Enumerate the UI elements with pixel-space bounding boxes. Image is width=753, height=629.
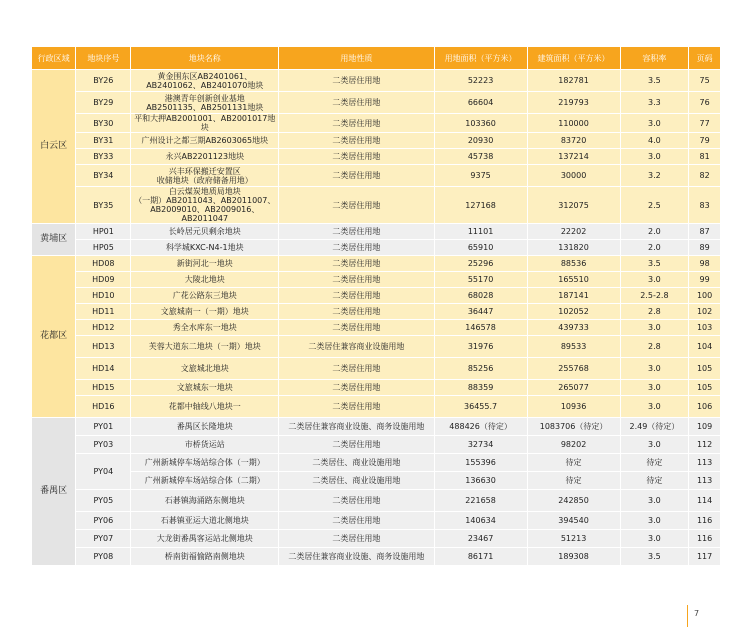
- page-cell: 83: [689, 187, 721, 224]
- parcel-id-cell: PY07: [76, 530, 131, 548]
- table-row: [32, 256, 721, 272]
- parcel-name-cell: 花都中轴线八地块一: [131, 396, 279, 418]
- parcel-name-cell: 番禺区长隆地块: [131, 418, 279, 436]
- plot-ratio-cell: 待定: [620, 454, 689, 472]
- parcel-name-cell: 新街河北一地块: [131, 256, 279, 272]
- parcel-id-cell: HP05: [76, 240, 131, 256]
- table-row: [32, 165, 721, 187]
- header-land-use: 用地性质: [279, 47, 434, 70]
- parcel-id-cell: HD11: [76, 304, 131, 320]
- plot-ratio-cell: 2.5-2.8: [620, 288, 689, 304]
- floor-area-cell: 83720: [527, 133, 620, 149]
- land-area-cell: 36455.7: [434, 396, 527, 418]
- parcel-id-cell: HD10: [76, 288, 131, 304]
- land-area-cell: 488426（待定）: [434, 418, 527, 436]
- land-area-cell: 140634: [434, 512, 527, 530]
- floor-area-cell: 22202: [527, 224, 620, 240]
- land-use-cell: 二类居住用地: [279, 92, 434, 114]
- parcel-id-cell: PY04: [76, 454, 131, 490]
- land-area-cell: 9375: [434, 165, 527, 187]
- table-row: [32, 358, 721, 380]
- land-use-cell: 二类居住、商业设施用地: [279, 472, 434, 490]
- header-plot-ratio: 容积率: [620, 47, 689, 70]
- page-cell: 113: [689, 472, 721, 490]
- land-use-cell: 二类居住用地: [279, 490, 434, 512]
- floor-area-cell: 待定: [527, 454, 620, 472]
- district-group: [32, 224, 721, 256]
- page-cell: 105: [689, 358, 721, 380]
- plot-ratio-cell: 3.0: [620, 490, 689, 512]
- land-use-cell: 二类居住用地: [279, 224, 434, 240]
- plot-ratio-cell: 待定: [620, 472, 689, 490]
- table-row: [32, 548, 721, 566]
- land-area-cell: 155396: [434, 454, 527, 472]
- land-use-cell: 二类居住用地: [279, 380, 434, 396]
- district-cell: 花都区: [32, 256, 76, 418]
- land-area-cell: 65910: [434, 240, 527, 256]
- page-cell: 100: [689, 288, 721, 304]
- table-row: [32, 304, 721, 320]
- page-cell: 82: [689, 165, 721, 187]
- page-cell: 105: [689, 380, 721, 396]
- land-area-cell: 221658: [434, 490, 527, 512]
- parcel-id-cell: HD08: [76, 256, 131, 272]
- district-cell: 黄埔区: [32, 224, 76, 256]
- parcel-name-cell: 广花公路东三地块: [131, 288, 279, 304]
- land-area-cell: 25296: [434, 256, 527, 272]
- header-page: 页码: [689, 47, 721, 70]
- parcel-name-cell: 广州新城停车场站综合体（二期）: [131, 472, 279, 490]
- land-use-cell: 二类居住用地: [279, 256, 434, 272]
- parcel-id-cell: HP01: [76, 224, 131, 240]
- page-cell: 89: [689, 240, 721, 256]
- page-cell: 117: [689, 548, 721, 566]
- parcel-id-cell: BY29: [76, 92, 131, 114]
- land-use-cell: 二类居住用地: [279, 320, 434, 336]
- plot-ratio-cell: 3.0: [620, 320, 689, 336]
- parcel-id-cell: BY31: [76, 133, 131, 149]
- parcel-name-cell: 港澳青年创新创业基地 AB2501135、AB2501131地块: [131, 92, 279, 114]
- table-row: [32, 149, 721, 165]
- district-group: [32, 418, 721, 566]
- land-use-cell: 二类居住用地: [279, 436, 434, 454]
- land-use-cell: 二类居住用地: [279, 240, 434, 256]
- parcel-id-cell: PY01: [76, 418, 131, 436]
- page-cell: 116: [689, 530, 721, 548]
- land-use-cell: 二类居住用地: [279, 70, 434, 92]
- page-cell: 102: [689, 304, 721, 320]
- page-cell: 77: [689, 114, 721, 133]
- land-area-cell: 52223: [434, 70, 527, 92]
- table-row: [32, 288, 721, 304]
- table-row: [32, 187, 721, 224]
- table-row: [32, 454, 721, 472]
- floor-area-cell: 219793: [527, 92, 620, 114]
- parcel-name-cell: 长岭居元贝剩余地块: [131, 224, 279, 240]
- page-number-rule: [687, 605, 688, 627]
- floor-area-cell: 182781: [527, 70, 620, 92]
- page-cell: 99: [689, 272, 721, 288]
- page-cell: 103: [689, 320, 721, 336]
- plot-ratio-cell: 3.0: [620, 512, 689, 530]
- table-row: [32, 380, 721, 396]
- table-row: [32, 530, 721, 548]
- plot-ratio-cell: 3.0: [620, 358, 689, 380]
- floor-area-cell: 165510: [527, 272, 620, 288]
- parcel-id-cell: BY30: [76, 114, 131, 133]
- plot-ratio-cell: 2.8: [620, 336, 689, 358]
- page-cell: 75: [689, 70, 721, 92]
- land-use-cell: 二类居住兼容商业设施用地: [279, 336, 434, 358]
- floor-area-cell: 187141: [527, 288, 620, 304]
- floor-area-cell: 439733: [527, 320, 620, 336]
- land-use-cell: 二类居住用地: [279, 288, 434, 304]
- floor-area-cell: 51213: [527, 530, 620, 548]
- floor-area-cell: 242850: [527, 490, 620, 512]
- page-cell: 104: [689, 336, 721, 358]
- parcel-id-cell: PY03: [76, 436, 131, 454]
- plot-ratio-cell: 3.0: [620, 114, 689, 133]
- land-use-cell: 二类居住用地: [279, 396, 434, 418]
- parcel-name-cell: 大龙街番禺客运站北侧地块: [131, 530, 279, 548]
- floor-area-cell: 88536: [527, 256, 620, 272]
- floor-area-cell: 265077: [527, 380, 620, 396]
- parcel-id-cell: PY06: [76, 512, 131, 530]
- page-cell: 113: [689, 454, 721, 472]
- plot-ratio-cell: 3.0: [620, 436, 689, 454]
- parcel-name-cell: 文旅城东一地块: [131, 380, 279, 396]
- land-use-cell: 二类居住兼容商业设施、商务设施用地: [279, 418, 434, 436]
- floor-area-cell: 312075: [527, 187, 620, 224]
- header-floor-area: 建筑面积（平方米）: [527, 47, 620, 70]
- floor-area-cell: 110000: [527, 114, 620, 133]
- parcel-name-cell: 桥南街福愉路南侧地块: [131, 548, 279, 566]
- header-parcel-id: 地块序号: [76, 47, 131, 70]
- land-parcel-table: [31, 46, 721, 566]
- header-land-area: 用地面积（平方米）: [434, 47, 527, 70]
- floor-area-cell: 98202: [527, 436, 620, 454]
- plot-ratio-cell: 3.0: [620, 530, 689, 548]
- parcel-id-cell: BY35: [76, 187, 131, 224]
- land-use-cell: 二类居住兼容商业设施、商务设施用地: [279, 548, 434, 566]
- land-area-cell: 36447: [434, 304, 527, 320]
- land-area-cell: 146578: [434, 320, 527, 336]
- floor-area-cell: 137214: [527, 149, 620, 165]
- parcel-id-cell: HD13: [76, 336, 131, 358]
- floor-area-cell: 255768: [527, 358, 620, 380]
- land-use-cell: 二类居住用地: [279, 358, 434, 380]
- page-cell: 79: [689, 133, 721, 149]
- plot-ratio-cell: 2.8: [620, 304, 689, 320]
- parcel-name-cell: 石碁镇海涌路东侧地块: [131, 490, 279, 512]
- land-use-cell: 二类居住用地: [279, 512, 434, 530]
- floor-area-cell: 10936: [527, 396, 620, 418]
- parcel-id-cell: HD16: [76, 396, 131, 418]
- plot-ratio-cell: 3.3: [620, 92, 689, 114]
- page-cell: 109: [689, 418, 721, 436]
- district-cell: 番禺区: [32, 418, 76, 566]
- parcel-name-cell: 科学城KXC-N4-1地块: [131, 240, 279, 256]
- land-use-cell: 二类居住、商业设施用地: [279, 454, 434, 472]
- land-area-cell: 136630: [434, 472, 527, 490]
- parcel-id-cell: HD14: [76, 358, 131, 380]
- land-area-cell: 31976: [434, 336, 527, 358]
- page-number: 7: [694, 609, 700, 618]
- floor-area-cell: 89533: [527, 336, 620, 358]
- floor-area-cell: 30000: [527, 165, 620, 187]
- district-group: [32, 70, 721, 224]
- land-area-cell: 88359: [434, 380, 527, 396]
- land-use-cell: 二类居住用地: [279, 530, 434, 548]
- page-cell: 112: [689, 436, 721, 454]
- parcel-id-cell: BY26: [76, 70, 131, 92]
- page-cell: 76: [689, 92, 721, 114]
- parcel-name-cell: 石碁镇亚运大道北侧地块: [131, 512, 279, 530]
- land-area-cell: 45738: [434, 149, 527, 165]
- header-district: 行政区域: [32, 47, 76, 70]
- table-row: [32, 436, 721, 454]
- plot-ratio-cell: 3.5: [620, 70, 689, 92]
- parcel-name-cell: 黄金围东区AB2401061、 AB2401062、AB2401070地块: [131, 70, 279, 92]
- plot-ratio-cell: 2.49（待定）: [620, 418, 689, 436]
- land-area-cell: 55170: [434, 272, 527, 288]
- table-row: [32, 396, 721, 418]
- parcel-name-cell: 市桥货运站: [131, 436, 279, 454]
- table-row: [32, 472, 721, 490]
- table-row: [32, 70, 721, 92]
- land-area-cell: 66604: [434, 92, 527, 114]
- land-use-cell: 二类居住用地: [279, 165, 434, 187]
- land-area-cell: 86171: [434, 548, 527, 566]
- district-cell: 白云区: [32, 70, 76, 224]
- parcel-name-cell: 文旅城南一（一期）地块: [131, 304, 279, 320]
- parcel-name-cell: 广州设计之都三期AB2603065地块: [131, 133, 279, 149]
- parcel-name-cell: 秀全水库东一地块: [131, 320, 279, 336]
- table-row: [32, 336, 721, 358]
- parcel-name-cell: 平和大押AB2001001、AB2001017地块: [131, 114, 279, 133]
- plot-ratio-cell: 3.0: [620, 380, 689, 396]
- land-area-cell: 103360: [434, 114, 527, 133]
- page-cell: 87: [689, 224, 721, 240]
- page-cell: 106: [689, 396, 721, 418]
- page-cell: 98: [689, 256, 721, 272]
- floor-area-cell: 102052: [527, 304, 620, 320]
- table-row: [32, 320, 721, 336]
- table-row: [32, 418, 721, 436]
- table-row: [32, 512, 721, 530]
- parcel-id-cell: BY34: [76, 165, 131, 187]
- plot-ratio-cell: 4.0: [620, 133, 689, 149]
- parcel-name-cell: 大陵北地块: [131, 272, 279, 288]
- table-header-row: [32, 47, 721, 70]
- parcel-id-cell: BY33: [76, 149, 131, 165]
- land-area-cell: 11101: [434, 224, 527, 240]
- land-area-cell: 68028: [434, 288, 527, 304]
- land-use-cell: 二类居住用地: [279, 149, 434, 165]
- land-area-cell: 85256: [434, 358, 527, 380]
- plot-ratio-cell: 2.0: [620, 224, 689, 240]
- plot-ratio-cell: 2.0: [620, 240, 689, 256]
- district-group: [32, 256, 721, 418]
- parcel-name-cell: 白云煤炭地质局地块 （一期）AB2011043、AB2011007、 AB2009010、AB2009016、AB2011047: [131, 187, 279, 224]
- floor-area-cell: 待定: [527, 472, 620, 490]
- parcel-id-cell: HD12: [76, 320, 131, 336]
- parcel-name-cell: 永兴AB2201123地块: [131, 149, 279, 165]
- floor-area-cell: 131820: [527, 240, 620, 256]
- parcel-name-cell: 兴丰环保搬迁安置区 收储地块（政府储备用地）: [131, 165, 279, 187]
- plot-ratio-cell: 3.2: [620, 165, 689, 187]
- parcel-id-cell: PY08: [76, 548, 131, 566]
- land-use-cell: 二类居住用地: [279, 304, 434, 320]
- land-use-cell: 二类居住用地: [279, 187, 434, 224]
- header-parcel-name: 地块名称: [131, 47, 279, 70]
- table-row: [32, 240, 721, 256]
- parcel-id-cell: HD09: [76, 272, 131, 288]
- plot-ratio-cell: 3.5: [620, 548, 689, 566]
- land-area-cell: 20930: [434, 133, 527, 149]
- page-cell: 116: [689, 512, 721, 530]
- table-row: [32, 490, 721, 512]
- table-row: [32, 133, 721, 149]
- parcel-name-cell: 广州新城停车场站综合体（一期）: [131, 454, 279, 472]
- floor-area-cell: 189308: [527, 548, 620, 566]
- plot-ratio-cell: 3.0: [620, 149, 689, 165]
- land-use-cell: 二类居住用地: [279, 272, 434, 288]
- page-cell: 81: [689, 149, 721, 165]
- floor-area-cell: 1083706（待定）: [527, 418, 620, 436]
- plot-ratio-cell: 3.0: [620, 396, 689, 418]
- floor-area-cell: 394540: [527, 512, 620, 530]
- plot-ratio-cell: 2.5: [620, 187, 689, 224]
- parcel-id-cell: PY05: [76, 490, 131, 512]
- table-row: [32, 272, 721, 288]
- table-row: [32, 224, 721, 240]
- table-row: [32, 114, 721, 133]
- land-use-cell: 二类居住用地: [279, 133, 434, 149]
- plot-ratio-cell: 3.0: [620, 272, 689, 288]
- land-area-cell: 23467: [434, 530, 527, 548]
- plot-ratio-cell: 3.5: [620, 256, 689, 272]
- page-cell: 114: [689, 490, 721, 512]
- land-use-cell: 二类居住用地: [279, 114, 434, 133]
- land-area-cell: 32734: [434, 436, 527, 454]
- table-row: [32, 92, 721, 114]
- parcel-id-cell: HD15: [76, 380, 131, 396]
- parcel-name-cell: 文旅城北地块: [131, 358, 279, 380]
- land-area-cell: 127168: [434, 187, 527, 224]
- parcel-name-cell: 芙蓉大道东二地块（一期）地块: [131, 336, 279, 358]
